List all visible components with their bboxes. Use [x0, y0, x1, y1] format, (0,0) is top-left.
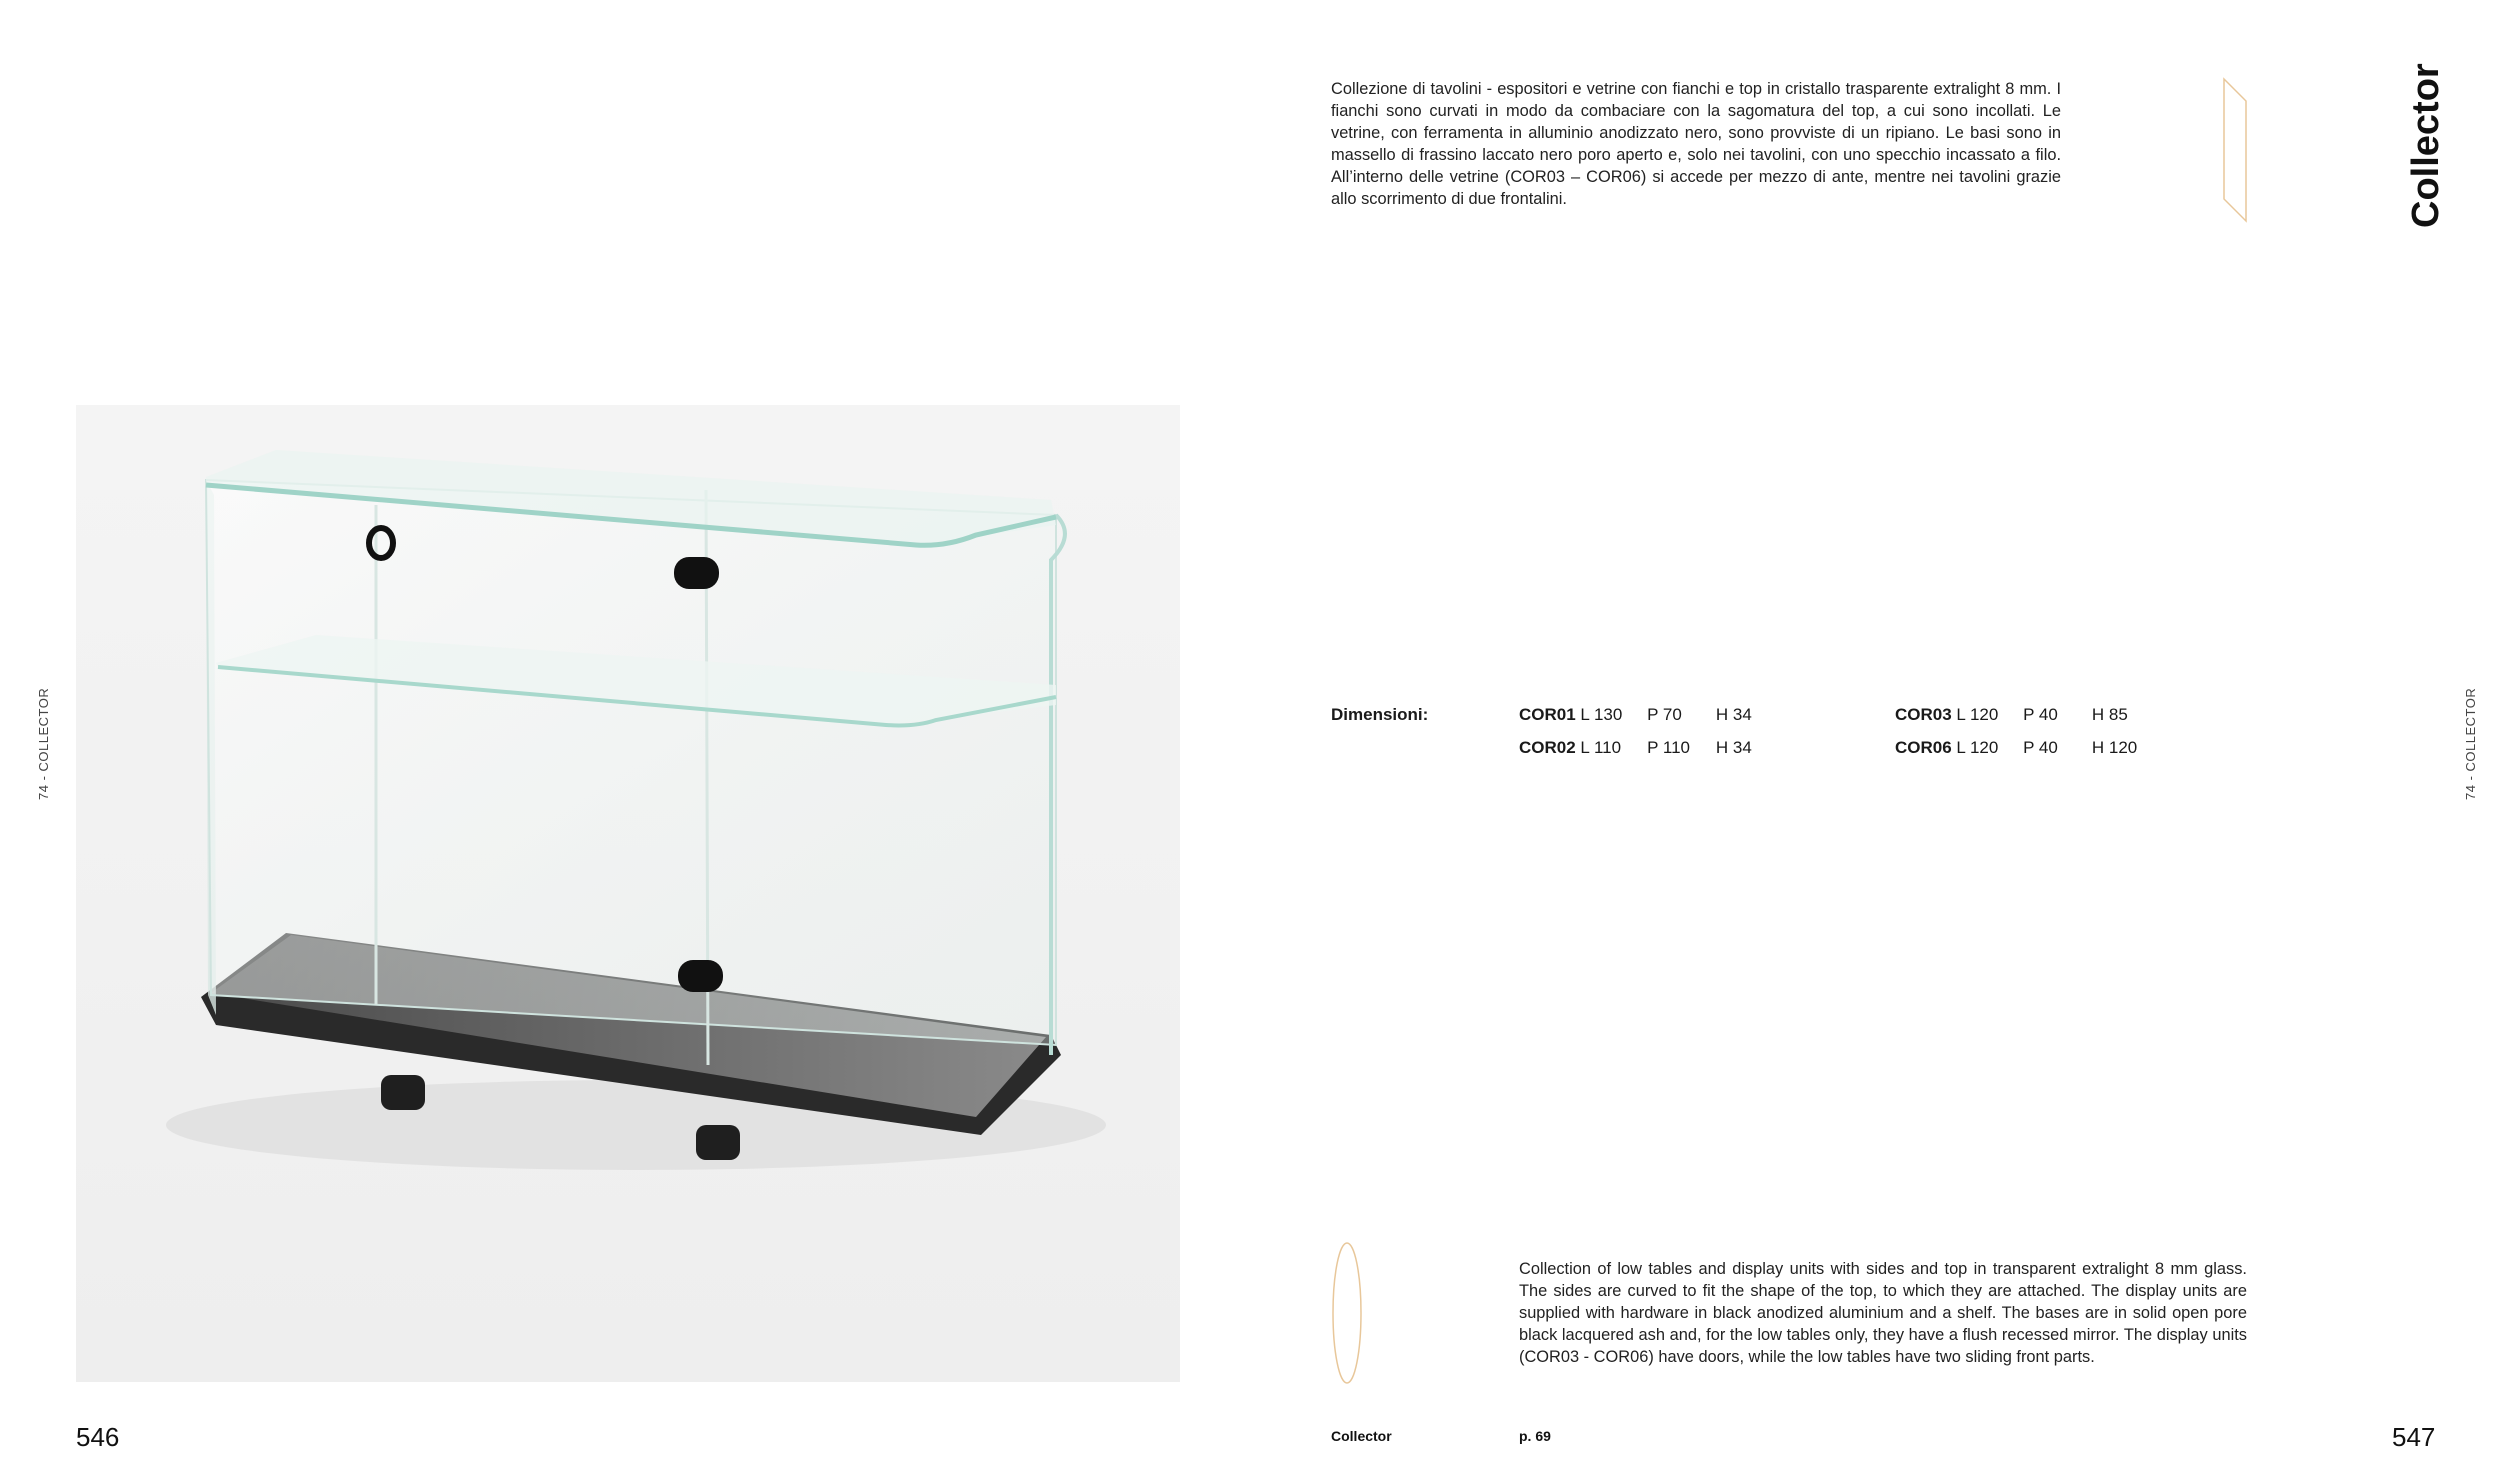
- sketch-top-oval-icon: [1330, 1240, 1364, 1386]
- dimension-depth: P 110: [1647, 738, 1691, 757]
- left-page-number: 546: [76, 1422, 120, 1452]
- dimension-code: COR03: [1895, 705, 1952, 724]
- dimension-depth: P 70: [1647, 705, 1682, 724]
- dimensions-label: Dimensioni:: [1331, 705, 1429, 724]
- dimension-code: COR02: [1519, 738, 1576, 757]
- dimension-height: H 34: [1715, 705, 1752, 724]
- dimension-length: L 130: [1580, 705, 1623, 724]
- dimension-code: COR01: [1519, 705, 1576, 724]
- dimension-height: H 120: [2091, 738, 2138, 757]
- dimension-row-cor03: [1895, 705, 2128, 725]
- dimension-depth: P 40: [2023, 705, 2058, 724]
- right-page-number: 547: [2392, 1422, 2436, 1452]
- product-photo: [76, 405, 1180, 1382]
- dimension-height: H 85: [2091, 705, 2128, 724]
- dimension-depth: P 40: [2023, 738, 2058, 757]
- dimension-length: L 110: [1580, 738, 1622, 757]
- right-side-label: 74 - COLLECTOR: [2463, 687, 2478, 800]
- description-english: Collection of low tables and display units with sides and top in transparent extralight 8 mm glass. The sides are curved to fit the shape of the top, to which they are attached. The display units are supplied with hardware in black anodized aluminium and a shelf. The bases are in solid open pore black lacquered ash and, for the low tables only, they have a flush recessed mirror. The display units (COR03 - COR06) have doors, while the low tables have two sliding front parts.: [1519, 1260, 2247, 1366]
- glass-display-cabinet-illustration: [76, 405, 1180, 1382]
- dimension-code: COR06: [1895, 738, 1952, 757]
- dimension-length: L 120: [1956, 705, 1999, 724]
- dimension-row-cor01: [1519, 705, 1752, 725]
- dimension-height: H 34: [1715, 738, 1752, 757]
- description-italian: Collezione di tavolini - espositori e vetrine con fianchi e top in cristallo trasparente extralight 8 mm. I fianchi sono curvati in modo da combaciare con la sagomatura del top, a cui sono incollati. Le vetrine, con ferramenta in alluminio anodizzato nero, sono provviste di un ripiano. Le basi sono in massello di frassino laccato nero poro aperto e, solo nei tavolini, con uno specchio incassato a filo. All’interno delle vetrine (COR03 – COR06) si accede per mezzo di ante, mentre nei tavolini grazie allo scorrimento di due frontalini.: [1331, 80, 2061, 208]
- dimension-row-cor02: [1519, 738, 1752, 758]
- footer-collection-name: Collector: [1331, 1428, 1392, 1444]
- left-side-label: 74 - COLLECTOR: [36, 687, 51, 800]
- sketch-side-panel-icon: [2220, 75, 2250, 225]
- dimension-length: L 120: [1956, 738, 1999, 757]
- footer-page-reference: p. 69: [1519, 1428, 1551, 1444]
- dimension-row-cor06: [1895, 738, 2137, 758]
- page-title: Collector: [2405, 63, 2447, 228]
